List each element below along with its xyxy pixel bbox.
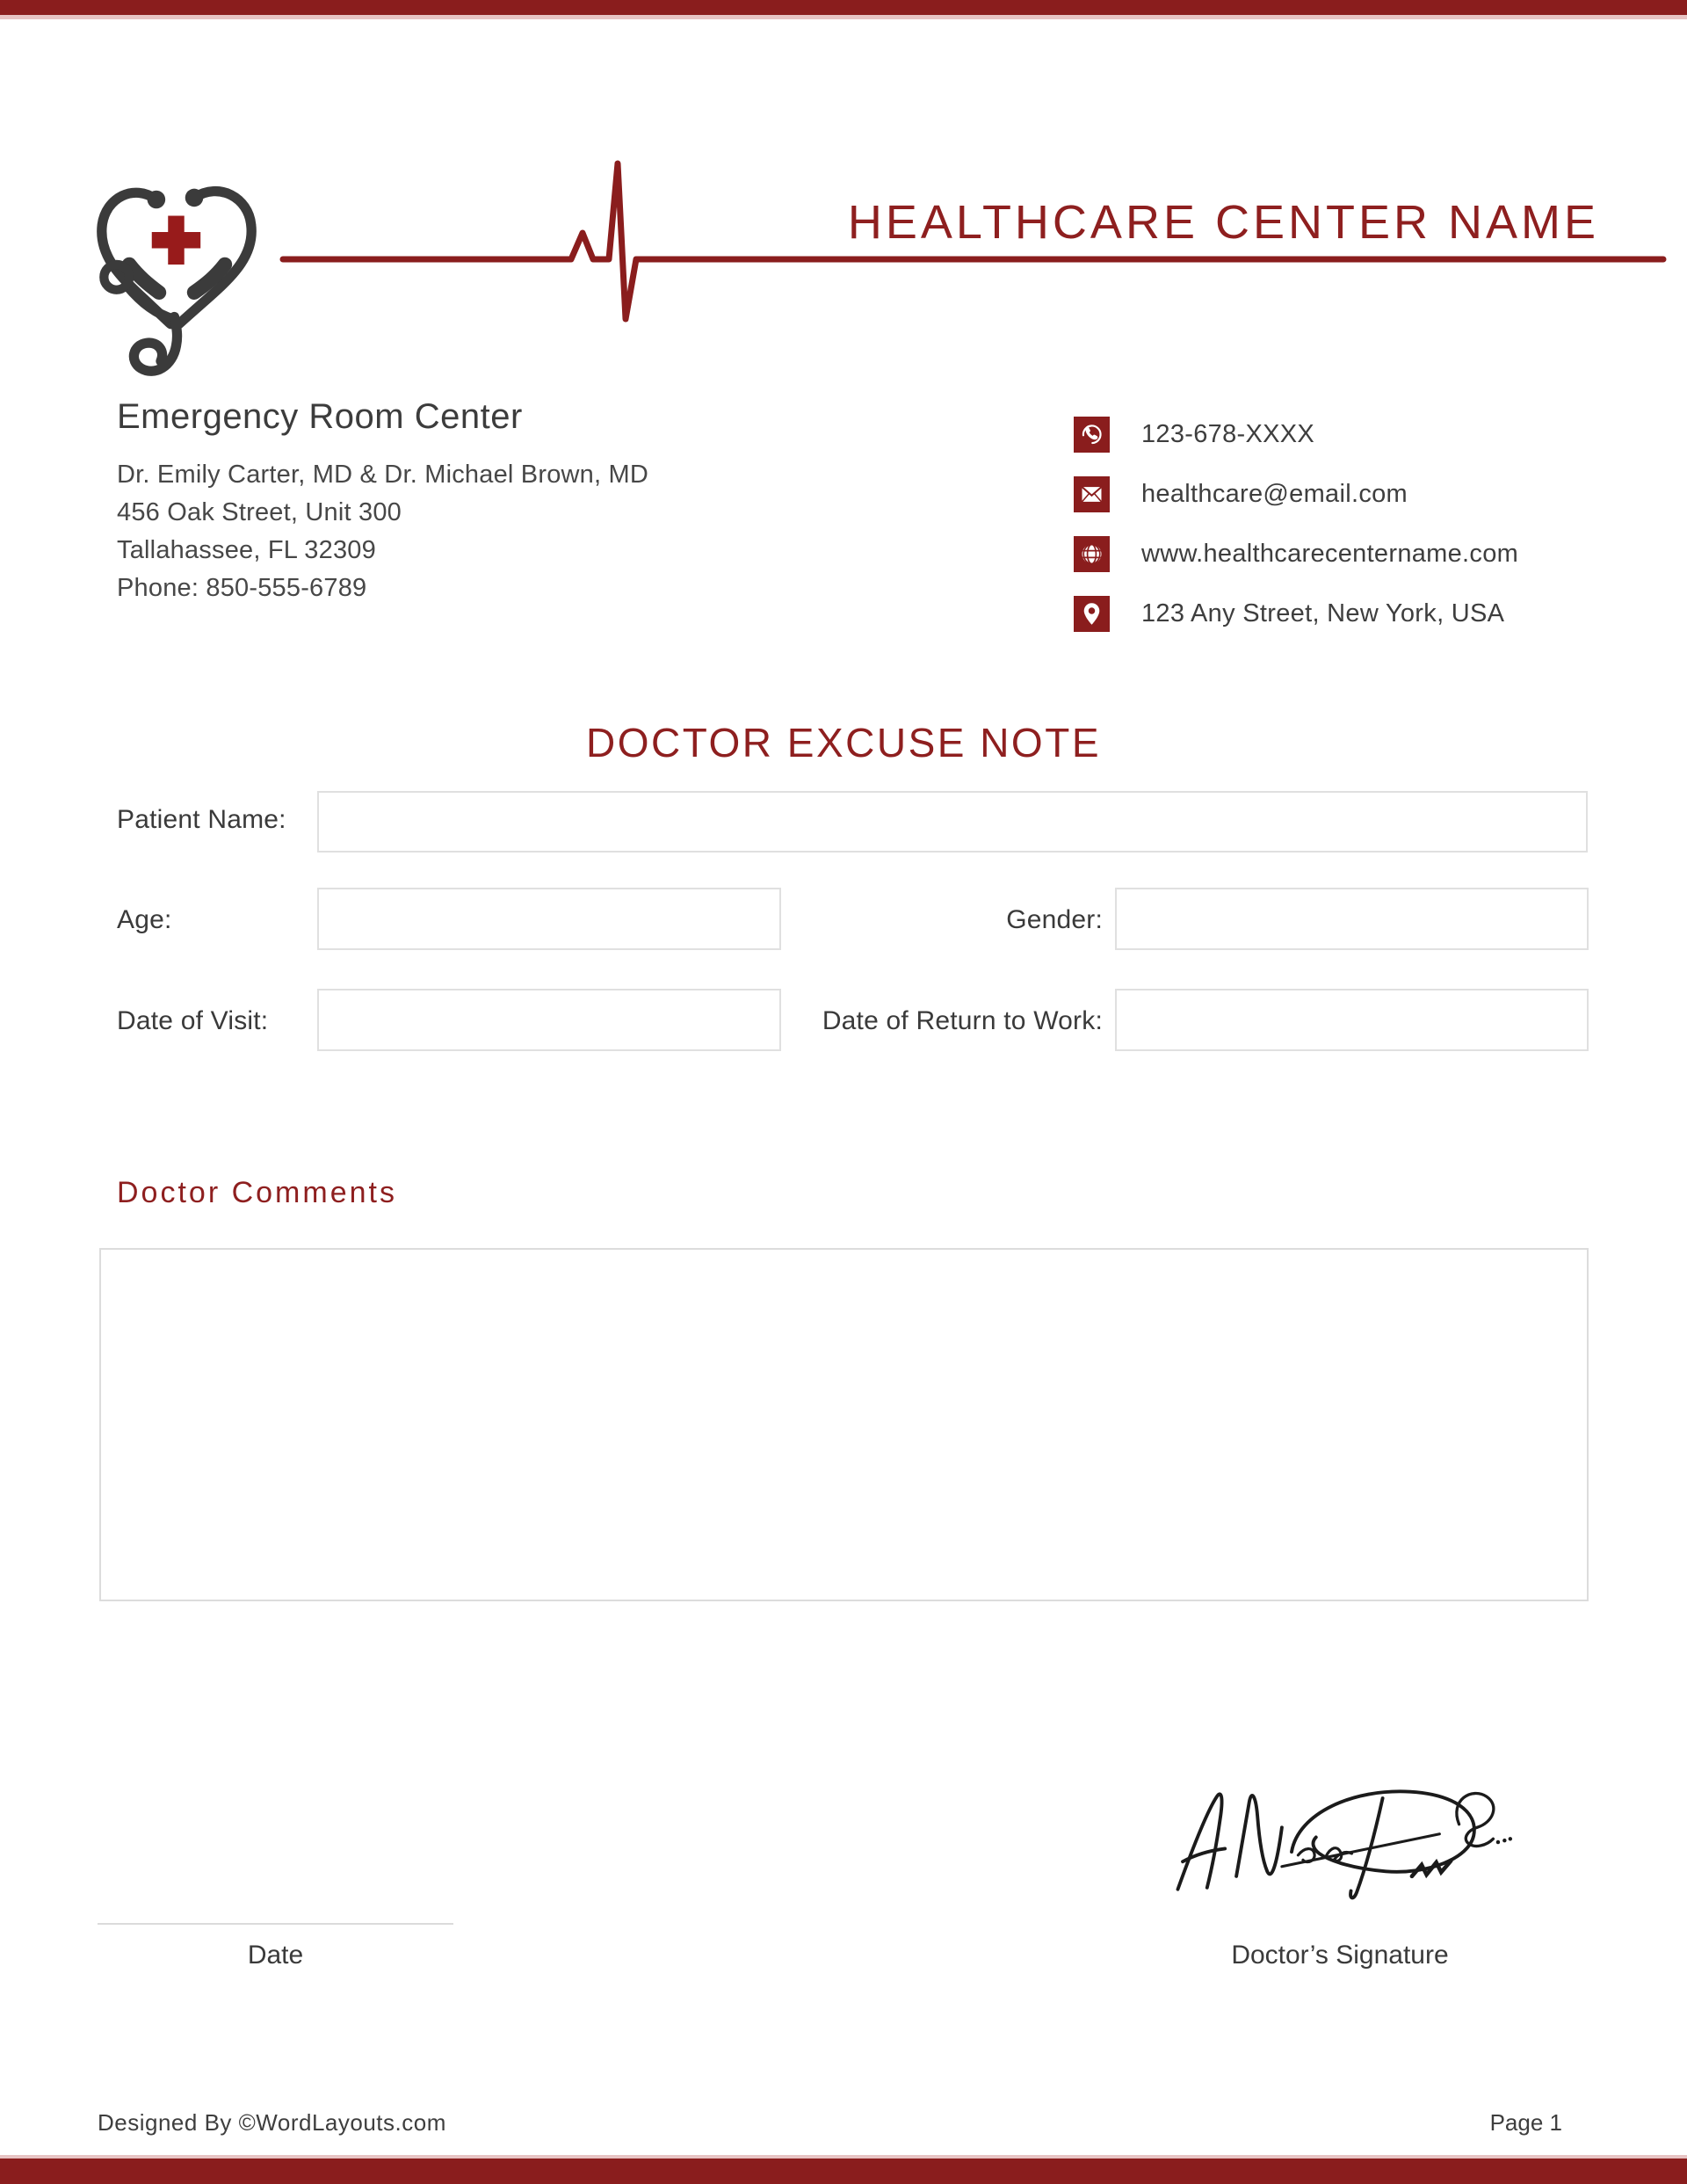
contact-website-text: www.healthcarecentername.com bbox=[1141, 540, 1519, 568]
age-input[interactable] bbox=[317, 888, 781, 950]
clinic-city-line: Tallahassee, FL 32309 bbox=[117, 536, 376, 564]
contact-row-website bbox=[1074, 536, 1518, 572]
age-label: Age: bbox=[117, 905, 172, 934]
globe-icon bbox=[1074, 536, 1110, 572]
email-icon bbox=[1074, 476, 1110, 512]
top-accent-bar bbox=[0, 0, 1687, 19]
patient-name-input[interactable] bbox=[317, 791, 1588, 853]
doctor-comments-heading: Doctor Comments bbox=[117, 1176, 397, 1209]
date-of-visit-input[interactable] bbox=[317, 989, 781, 1051]
gender-label: Gender: bbox=[1006, 905, 1103, 934]
doctor-comments-textarea[interactable] bbox=[99, 1248, 1589, 1601]
date-signature-line bbox=[98, 1886, 453, 1925]
contact-row-email bbox=[1074, 476, 1518, 512]
location-pin-icon bbox=[1074, 596, 1110, 632]
phone-icon bbox=[1074, 417, 1110, 453]
clinic-street-line: 456 Oak Street, Unit 300 bbox=[117, 498, 402, 526]
gender-input[interactable] bbox=[1115, 888, 1589, 950]
page-title: HEALTHCARE CENTER NAME bbox=[847, 196, 1599, 249]
date-of-visit-label: Date of Visit: bbox=[117, 1006, 269, 1035]
doctor-signature-image bbox=[1158, 1777, 1523, 1907]
date-return-label: Date of Return to Work: bbox=[822, 1006, 1103, 1035]
clinic-logo-icon bbox=[93, 181, 260, 385]
clinic-name: Emergency Room Center bbox=[117, 397, 523, 436]
contact-address-text: 123 Any Street, New York, USA bbox=[1141, 599, 1505, 628]
bottom-accent-bar bbox=[0, 2155, 1687, 2184]
footer-page-number: Page 1 bbox=[1489, 2109, 1562, 2136]
document-title: DOCTOR EXCUSE NOTE bbox=[586, 720, 1101, 765]
clinic-doctors-line: Dr. Emily Carter, MD & Dr. Michael Brown, MD bbox=[117, 461, 649, 489]
contact-row-address bbox=[1074, 596, 1518, 632]
clinic-phone-line: Phone: 850-555-6789 bbox=[117, 574, 367, 602]
footer-credit: Designed By ©WordLayouts.com bbox=[98, 2109, 446, 2136]
contact-list bbox=[1074, 417, 1518, 632]
patient-name-label: Patient Name: bbox=[117, 805, 286, 834]
date-label: Date bbox=[247, 1941, 304, 1970]
contact-row-phone bbox=[1074, 417, 1518, 453]
clinic-info bbox=[117, 397, 648, 607]
doctors-signature-label: Doctor’s Signature bbox=[1231, 1941, 1449, 1970]
contact-phone-text: 123-678-XXXX bbox=[1141, 420, 1315, 448]
contact-email-text: healthcare@email.com bbox=[1141, 480, 1408, 508]
date-return-input[interactable] bbox=[1115, 989, 1589, 1051]
